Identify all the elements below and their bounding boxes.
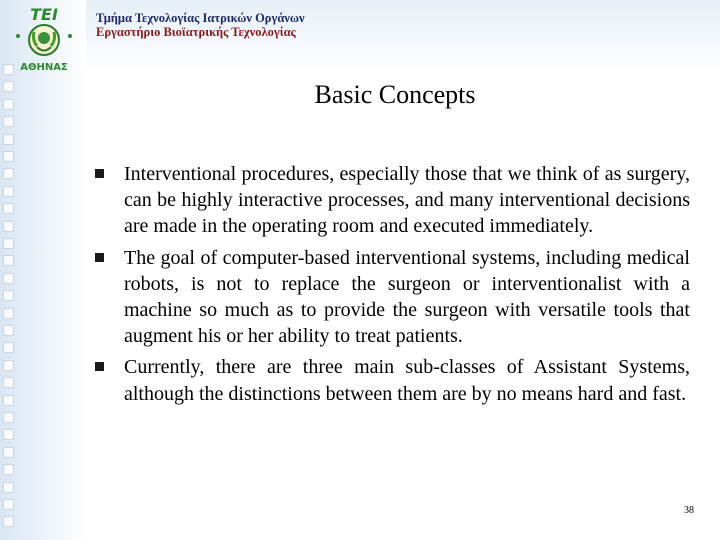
- decorative-square: [3, 342, 14, 353]
- decorative-square: [3, 464, 14, 475]
- decorative-square: [3, 429, 14, 440]
- decorative-square: [3, 360, 14, 371]
- decorative-square: [3, 377, 14, 388]
- decorative-square: [3, 238, 14, 249]
- bullet-item: [95, 245, 690, 350]
- bullet-text: Currently, there are three main sub-classes of Assistant Systems, although the distinctions between them are by no means hard and fast.: [124, 356, 690, 405]
- square-bullet-icon: [95, 169, 104, 178]
- bullet-list: [95, 161, 690, 407]
- decorative-square: [3, 116, 14, 127]
- tei-athens-logo: [4, 2, 84, 74]
- bullet-text: Interventional procedures, especially those that we think of as surgery, can be highly interactive processes, and many interventional decisions are made in the operating room and executed immediately.: [124, 163, 690, 238]
- bullet-item: [95, 161, 690, 240]
- lab-name: Εργαστήριο Βιοϊατρικής Τεχνολογίας: [96, 25, 296, 39]
- decorative-square: [3, 203, 14, 214]
- square-bullet-icon: [95, 362, 104, 371]
- page-number: 38: [684, 505, 694, 516]
- logo-text-bottom: ΑΘΗΝΑΣ: [20, 62, 68, 73]
- square-bullet-icon: [95, 253, 104, 262]
- decorative-square: [3, 290, 14, 301]
- decorative-square: [3, 412, 14, 423]
- decorative-square: [3, 308, 14, 319]
- decorative-squares: [3, 64, 23, 534]
- logo-text-top: ΤΕΙ: [30, 5, 58, 24]
- decorative-square: [3, 151, 14, 162]
- department-name: Τμήμα Τεχνολογίας Ιατρικών Οργάνων: [96, 11, 305, 25]
- slide-title: Basic Concepts: [314, 80, 476, 109]
- bullet-text: The goal of computer-based interventional systems, including medical robots, is not to replace the surgeon or interventionalist with a machine so much as to provide the surgeon with versatile tools that augment his or her ability to treat patients.: [124, 246, 690, 348]
- decorative-square: [3, 134, 14, 145]
- decorative-square: [3, 447, 14, 458]
- decorative-square: [3, 255, 14, 266]
- decorative-square: [3, 395, 14, 406]
- decorative-square: [3, 168, 14, 179]
- decorative-square: [3, 221, 14, 232]
- decorative-square: [3, 325, 14, 336]
- decorative-square: [3, 516, 14, 527]
- decorative-square: [3, 273, 14, 284]
- decorative-square: [3, 482, 14, 493]
- bullet-item: [95, 354, 690, 406]
- decorative-square: [3, 499, 14, 510]
- decorative-square: [3, 186, 14, 197]
